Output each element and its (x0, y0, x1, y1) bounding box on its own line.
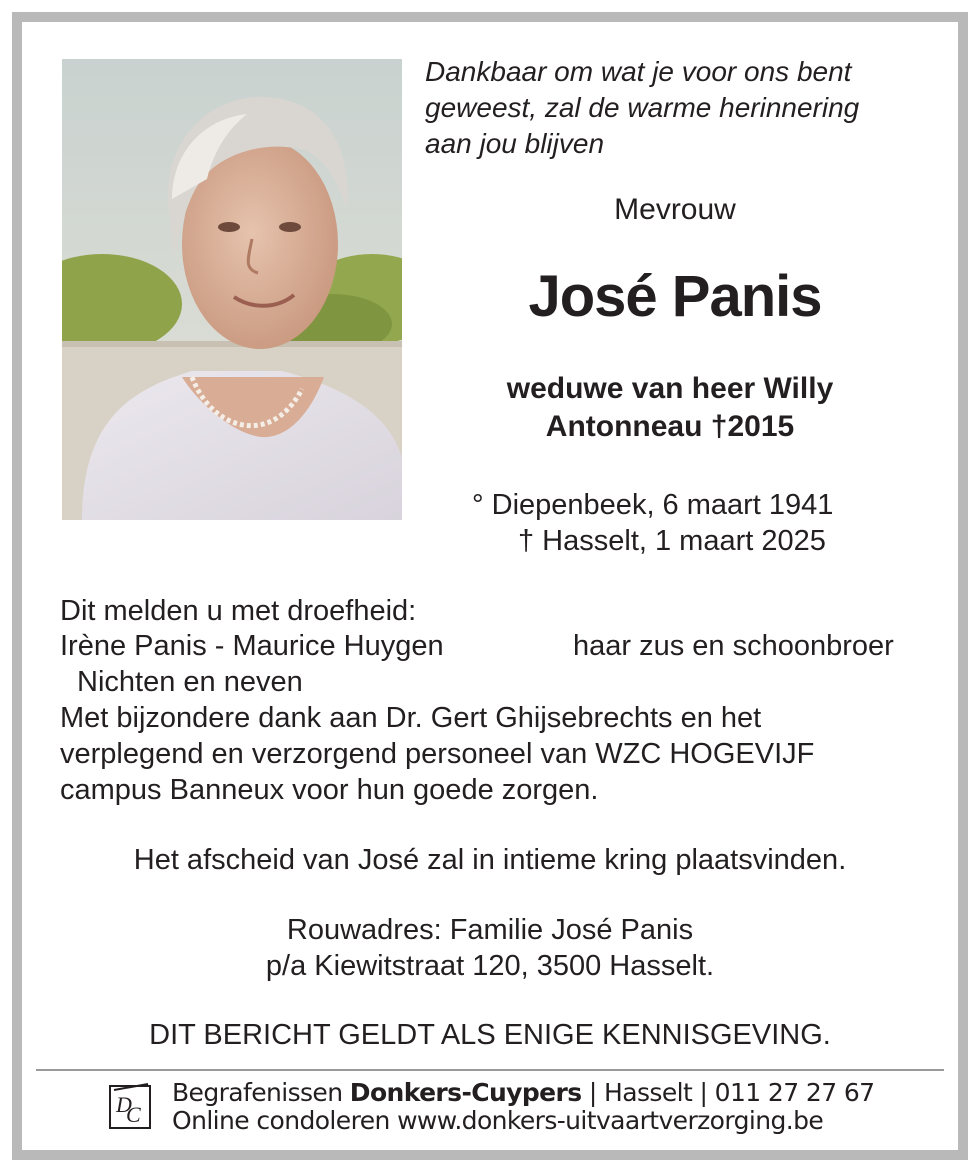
condolence-label: Online condoleren (172, 1106, 398, 1135)
website-link[interactable]: www.donkers-uitvaartverzorging.be (397, 1106, 824, 1135)
funeral-home-logo-icon (108, 1080, 156, 1132)
quote-line: Dankbaar om wat je voor ons bent (425, 56, 852, 87)
memorial-quote (425, 54, 945, 162)
relatives: Nichten en neven (77, 666, 303, 698)
birth-info: ° Diepenbeek, 6 maart 1941 (472, 489, 834, 521)
thanks-line: Met bijzondere dank aan Dr. Gert Ghijsebrechts en het (60, 702, 762, 734)
sole-notice: DIT BERICHT GELDT ALS ENIGE KENNISGEVING. (149, 1019, 831, 1051)
announcement-intro: Dit melden u met droefheid: (60, 595, 417, 627)
phone-number: 011 27 27 67 (714, 1078, 875, 1107)
mourner-relation: haar zus en schoonbroer (573, 630, 894, 662)
svg-text:C: C (126, 1102, 141, 1127)
funeral-home-contact (172, 1078, 874, 1108)
widow-line: Antonneau †2015 (545, 410, 795, 443)
widow-of (440, 370, 900, 446)
quote-line: aan jou blijven (425, 128, 605, 159)
svg-text:D: D (116, 1092, 132, 1117)
footer-divider (36, 1069, 944, 1071)
quote-line: geweest, zal de warme herinnering (425, 92, 860, 123)
death-info: † Hasselt, 1 maart 2025 (518, 525, 826, 557)
mourning-address: Rouwadres: Familie José Panis (286, 914, 694, 946)
footer-separator: | Hasselt | (581, 1078, 715, 1107)
funeral-home-name: Donkers-Cuypers (349, 1078, 582, 1107)
condolence-line (172, 1106, 823, 1136)
widow-line: weduwe van heer Willy (506, 372, 834, 405)
farewell-text: Het afscheid van José zal in intieme kring plaatsvinden. (133, 844, 847, 876)
thanks-line: verplegend en verzorgend personeel van WZC HOGEVIJF (60, 738, 815, 770)
deceased-name: José Panis (528, 264, 822, 329)
honorific: Mevrouw (614, 193, 736, 226)
mourner-name: Irène Panis - Maurice Huygen (60, 630, 444, 662)
mourning-address-street: p/a Kiewitstraat 120, 3500 Hasselt. (265, 950, 715, 982)
portrait-photo (62, 59, 402, 520)
footer-prefix: Begrafenissen (172, 1078, 350, 1107)
thanks-line: campus Banneux voor hun goede zorgen. (60, 774, 599, 806)
